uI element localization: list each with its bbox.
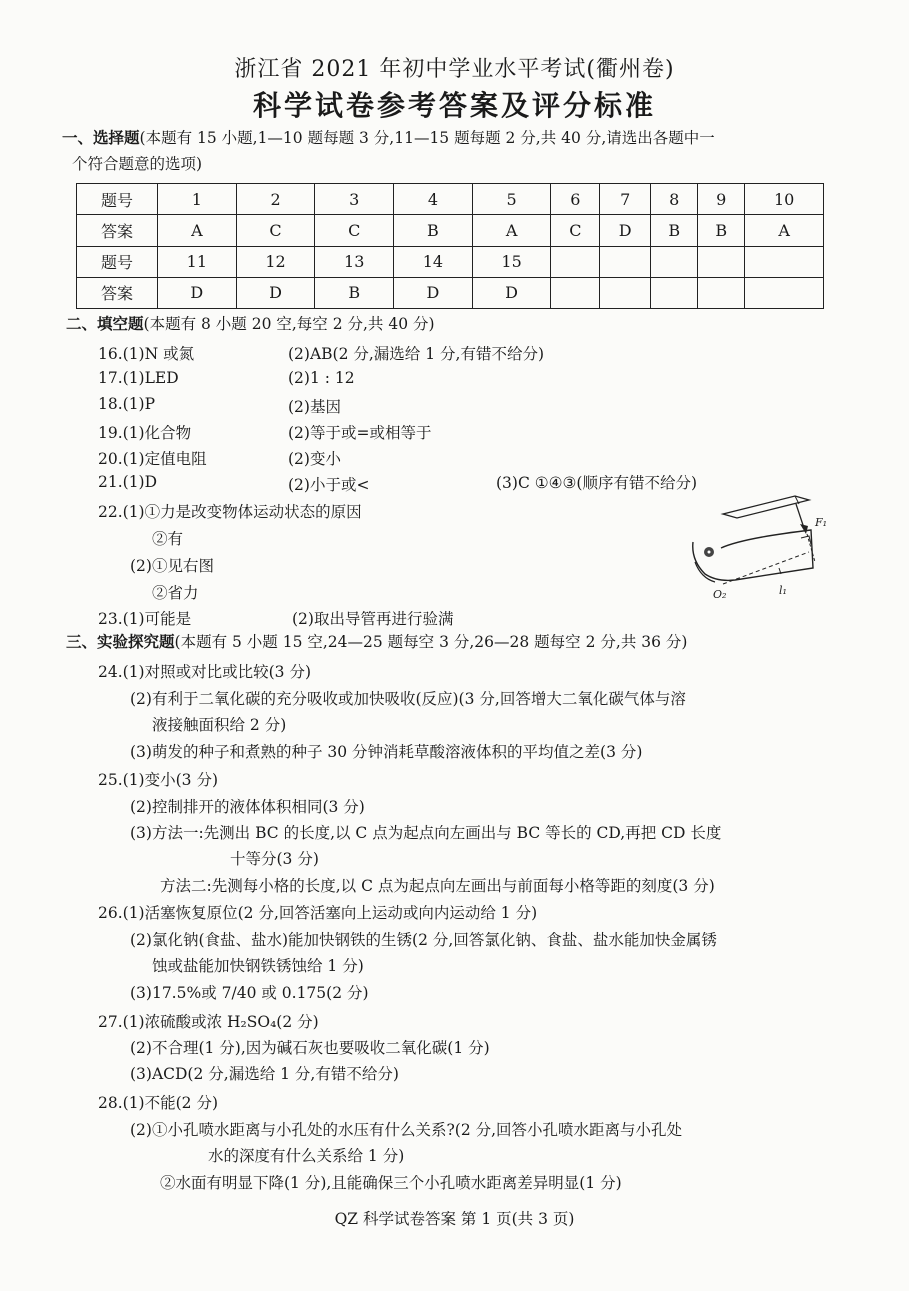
table-cell: A [472, 215, 551, 246]
table-cell: 3 [315, 184, 394, 215]
table-cell: D [600, 215, 651, 246]
q25-2: (2)控制排开的液体体积相同(3 分) [130, 798, 365, 816]
q26-2a: (2)氯化钠(食盐、盐水)能加快钢铁的生锈(2 分,回答氯化钠、食盐、盐水能加快金属锈 [130, 931, 717, 949]
row-label: 题号 [77, 184, 158, 215]
table-cell [745, 277, 824, 308]
table-cell: 9 [698, 184, 745, 215]
table-cell: B [315, 277, 394, 308]
q21-part2: (2)小于或< [288, 476, 370, 494]
section2-heading: 二、填空题 [66, 314, 144, 333]
lever-figure [683, 490, 833, 604]
q20-part1: 20.(1)定值电阻 [98, 450, 207, 468]
q19-part2: (2)等于或=或相等于 [288, 424, 432, 442]
q25-3c: 方法二:先测每小格的长度,以 C 点为起点向左画出与前面每小格等距的刻度(3 分) [160, 877, 715, 895]
table-cell: C [236, 215, 315, 246]
table-cell [698, 246, 745, 277]
table-row [77, 277, 824, 308]
q24-3: (3)萌发的种子和煮熟的种子 30 分钟消耗草酸溶液体积的平均值之差(3 分) [130, 743, 643, 761]
section1-header [62, 128, 715, 148]
table-cell: A [745, 215, 824, 246]
section1-desc-b: 个符合题意的选项) [72, 155, 203, 173]
q22-part4: ②省力 [152, 584, 199, 602]
pivot-label: O₂ [713, 588, 727, 601]
table-cell: B [394, 215, 473, 246]
table-cell: 12 [236, 246, 315, 277]
table-cell: B [651, 215, 698, 246]
table-cell: 7 [600, 184, 651, 215]
section2-header [66, 314, 435, 334]
q26-3: (3)17.5%或 7/40 或 0.175(2 分) [130, 984, 369, 1002]
table-cell: 8 [651, 184, 698, 215]
table-cell: 11 [158, 246, 237, 277]
table-cell: 14 [394, 246, 473, 277]
q22-part3: (2)①见右图 [130, 557, 214, 575]
q18-part1: 18.(1)P [98, 395, 156, 413]
q28-2b: 水的深度有什么关系给 1 分) [208, 1147, 405, 1165]
table-cell [698, 277, 745, 308]
q21-part3: (3)C ①④③(顺序有错不给分) [496, 474, 698, 492]
table-cell: 15 [472, 246, 551, 277]
q25-3b: 十等分(3 分) [230, 850, 319, 868]
row-label: 题号 [77, 246, 158, 277]
q28-2c: ②水面有明显下降(1 分),且能确保三个小孔喷水距离差异明显(1 分) [160, 1174, 622, 1192]
section3-desc: (本题有 5 小题 15 空,24—25 题每空 3 分,26—28 题每空 2 分,共 36 分) [174, 633, 688, 651]
table-cell [551, 246, 600, 277]
q26-1: 26.(1)活塞恢复原位(2 分,回答活塞向上运动或向内运动给 1 分) [98, 904, 538, 922]
table-cell: 10 [745, 184, 824, 215]
q16-part2: (2)AB(2 分,漏选给 1 分,有错不给分) [288, 345, 544, 363]
q16-part1: 16.(1)N 或氮 [98, 345, 195, 363]
title-line-1: 浙江省 2021 年初中学业水平考试(衢州卷) [234, 57, 675, 82]
q18-part2: (2)基因 [288, 398, 341, 416]
q24-1: 24.(1)对照或对比或比较(3 分) [98, 663, 311, 681]
q27-2: (2)不合理(1 分),因为碱石灰也要吸收二氧化碳(1 分) [130, 1039, 490, 1057]
table-cell: B [698, 215, 745, 246]
q21-part1: 21.(1)D [98, 473, 158, 491]
q17-part2: (2)1 : 12 [288, 369, 355, 387]
table-cell: 13 [315, 246, 394, 277]
table-cell [600, 246, 651, 277]
q17-part1: 17.(1)LED [98, 369, 179, 387]
table-cell: D [158, 277, 237, 308]
q28-2a: (2)①小孔喷水距离与小孔处的水压有什么关系?(2 分,回答小孔喷水距离与小孔处 [130, 1121, 683, 1139]
table-cell [651, 246, 698, 277]
q25-3a: (3)方法一:先测出 BC 的长度,以 C 点为起点向左画出与 BC 等长的 CD,再把 CD 长度 [130, 824, 722, 842]
arm-label: l₁ [779, 584, 787, 597]
q22-part2: ②有 [152, 530, 184, 548]
table-cell: A [158, 215, 237, 246]
q26-2b: 蚀或盐能加快钢铁锈蚀给 1 分) [152, 957, 364, 975]
table-cell: 2 [236, 184, 315, 215]
q23-part1: 23.(1)可能是 [98, 610, 192, 628]
row-label: 答案 [77, 215, 158, 246]
section1-heading: 一、选择题 [62, 128, 140, 147]
table-cell: D [472, 277, 551, 308]
q23-part2: (2)取出导管再进行验满 [292, 610, 454, 628]
page-footer: QZ 科学试卷答案 第 1 页(共 3 页) [334, 1210, 575, 1228]
q28-1: 28.(1)不能(2 分) [98, 1094, 218, 1112]
table-row [77, 215, 824, 246]
section3-heading: 三、实验探究题 [66, 632, 175, 651]
q24-2a: (2)有利于二氧化碳的充分吸收或加快吸收(反应)(3 分,回答增大二氧化碳气体与溶 [130, 690, 686, 708]
table-cell: C [315, 215, 394, 246]
q24-2b: 液接触面积给 2 分) [152, 716, 287, 734]
table-cell: 1 [158, 184, 237, 215]
q27-3: (3)ACD(2 分,漏选给 1 分,有错不给分) [130, 1065, 399, 1083]
table-row [77, 184, 824, 215]
row-label: 答案 [77, 277, 158, 308]
table-row [77, 246, 824, 277]
section2-desc: (本题有 8 小题 20 空,每空 2 分,共 40 分) [143, 315, 435, 333]
table-cell: D [394, 277, 473, 308]
table-cell: 6 [551, 184, 600, 215]
q22-part1: 22.(1)①力是改变物体运动状态的原因 [98, 503, 362, 521]
section1-desc-a: (本题有 15 小题,1—10 题每题 3 分,11—15 题每题 2 分,共 40 分,请选出各题中一 [139, 129, 715, 147]
q19-part1: 19.(1)化合物 [98, 424, 192, 442]
section3-header [66, 632, 687, 652]
answer-table [76, 183, 824, 309]
table-cell: 5 [472, 184, 551, 215]
table-cell: D [236, 277, 315, 308]
q27-1: 27.(1)浓硫酸或浓 H₂SO₄(2 分) [98, 1013, 319, 1031]
force-label: F₁ [815, 516, 828, 529]
table-cell: 4 [394, 184, 473, 215]
table-cell [600, 277, 651, 308]
table-cell: C [551, 215, 600, 246]
q20-part2: (2)变小 [288, 450, 341, 468]
table-cell [651, 277, 698, 308]
table-cell [551, 277, 600, 308]
q25-1: 25.(1)变小(3 分) [98, 771, 218, 789]
table-cell [745, 246, 824, 277]
title-line-2: 科学试卷参考答案及评分标准 [252, 89, 656, 122]
